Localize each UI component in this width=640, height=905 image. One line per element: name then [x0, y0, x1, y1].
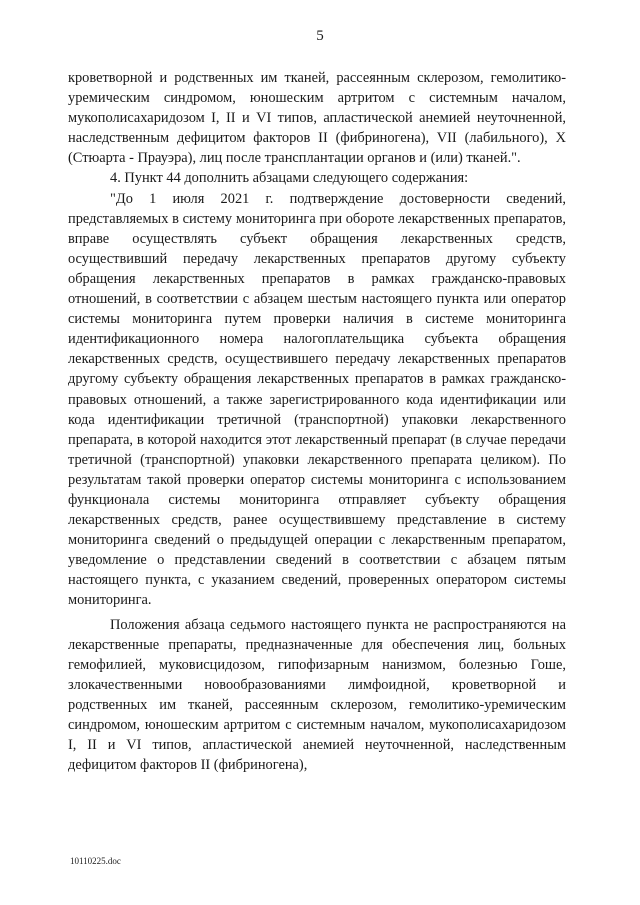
- paragraph-quoted-amendment: "До 1 июля 2021 г. подтверждение достоверности сведений, представляемых в систему мониторинга при обороте лекарственных препаратов, вправе осуществлять субъект обращения лекарственных средств, осуществивший передачу лекарственных препаратов другому субъекту обращения лекарственных препаратов в рамках гражданско-правовых отношений, в соответствии с абзацем шестым настоящего пункта или оператор системы мониторинга путем проверки наличия в системе мониторинга идентификационного номера налогоплательщика субъекта обращения лекарственных средств, осуществившего передачу лекарственных препаратов другому субъекту обращения лекарственных препаратов в рамках гражданско-правовых отношений, а также зарегистрированного кода идентификации или кода идентификации третичной (транспортной) упаковки лекарственного препарата, в которой находится этот лекарственный препарат (в случае передачи третичной (транспортной) упаковки лекарственного препарата целиком). По результатам такой проверки оператор системы мониторинга с использованием функционала системы мониторинга отправляет субъекту обращения лекарственных средств, ранее осуществившему представление в систему мониторинга сведений о предыдущей операции с лекарственным препаратом, уведомление о представлении сведений в соответствии с абзацем пятым настоящего пункта, с указанием сведений, проверенных оператором системы мониторинга.: [68, 190, 566, 609]
- paragraph-continuation: кроветворной и родственных им тканей, рассеянным склерозом, гемолитико-уремическим синдромом, юношеским артритом с системным началом, мукополисахаридозом I, II и VI типов, апластической анемией неуточненной, наследственным дефицитом факторов II (фибриногена), VII (лабильного), X (Стюарта - Прауэра), лиц после трансплантации органов и (или) тканей.".: [68, 70, 566, 167]
- footer-filename: 10110225.doc: [70, 856, 121, 866]
- paragraph-item-4: 4. Пункт 44 дополнить абзацами следующего содержания:: [110, 170, 469, 187]
- page-number: 5: [316, 28, 324, 44]
- paragraph-exemptions: Положения абзаца седьмого настоящего пункта не распространяются на лекарственные препараты, предназначенные для обеспечения лиц, больных гемофилией, муковисцидозом, гипофизарным нанизмом, болезнью Гоше, злокачественными новообразованиями лимфоидной, кроветворной и родственных им тканей, рассеянным склерозом, гемолитико-уремическим синдромом, юношеским артритом с системным началом, мукополисахаридозом I, II и VI типов, апластической анемией неуточненной, наследственным дефицитом факторов II (фибриногена),: [68, 616, 566, 774]
- body-text: [68, 68, 566, 775]
